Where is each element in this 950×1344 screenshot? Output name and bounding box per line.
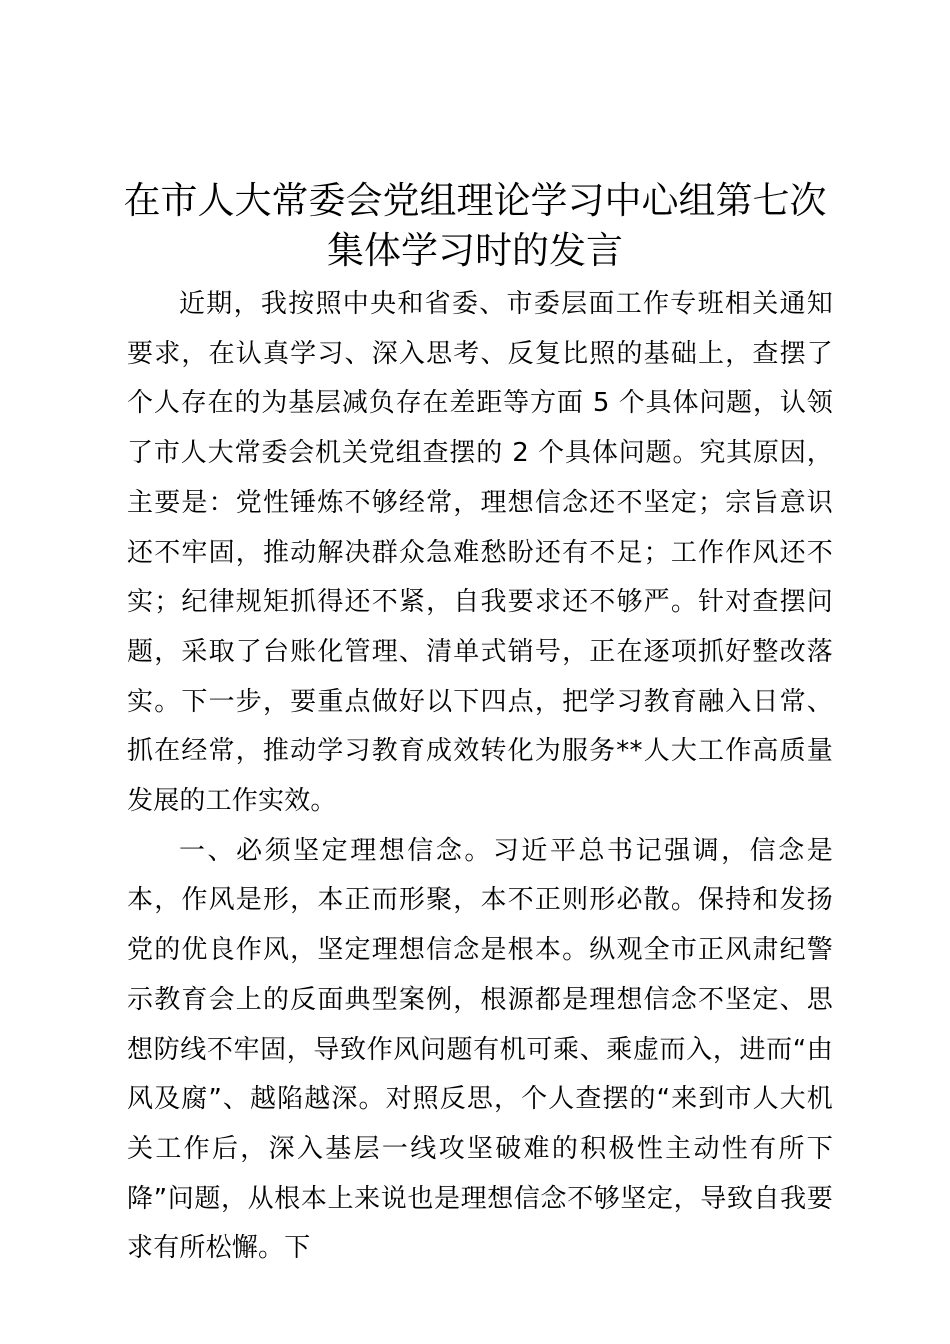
paragraph-2: 一、必须坚定理想信念。习近平总书记强调，信念是本，作风是形，本正而形聚，本不正则形必散。保持和发扬党的优良作风，坚定理想信念是根本。纵观全市正风肃纪警示教育会上的反面典型案例，根源都是理想信念不坚定、思想防线不牢固，导致作风问题有机可乘、乘虚而入，进而“由风及腐”、越陷越深。对照反思，个人查摆的“来到市人大机关工作后，深入基层一线攻坚破难的积极性主动性有所下降”问题，从根本上来说也是理想信念不够坚定，导致自我要求有所松懈。下 [127,835,833,1264]
paragraph-1: 近期，我按照中央和省委、市委层面工作专班相关通知要求，在认真学习、深入思考、反复比照的基础上，查摆了个人存在的为基层减负存在差距等方面 5 个具体问题，认领了市人大常委会机关党组查摆的 2 个具体问题。究其原因，主要是：党性锤炼不够经常，理想信念还不坚定；宗旨意识还不牢固，推动解决群众急难愁盼还有不足；工作作风还不实；纪律规矩抓得还不紧，自我要求还不够严。针对查摆问题，采取了台账化管理、清单式销号，正在逐项抓好整改落实。下一步，要重点做好以下四点，把学习教育融入日常、抓在经常，推动学习教育成效转化为服务**人大工作高质量发展的工作实效。 [127,289,833,817]
document-body [127,280,833,1274]
document-title: 在市人大常委会党组理论学习中心组第七次集体学习时的发言 [123,179,827,272]
